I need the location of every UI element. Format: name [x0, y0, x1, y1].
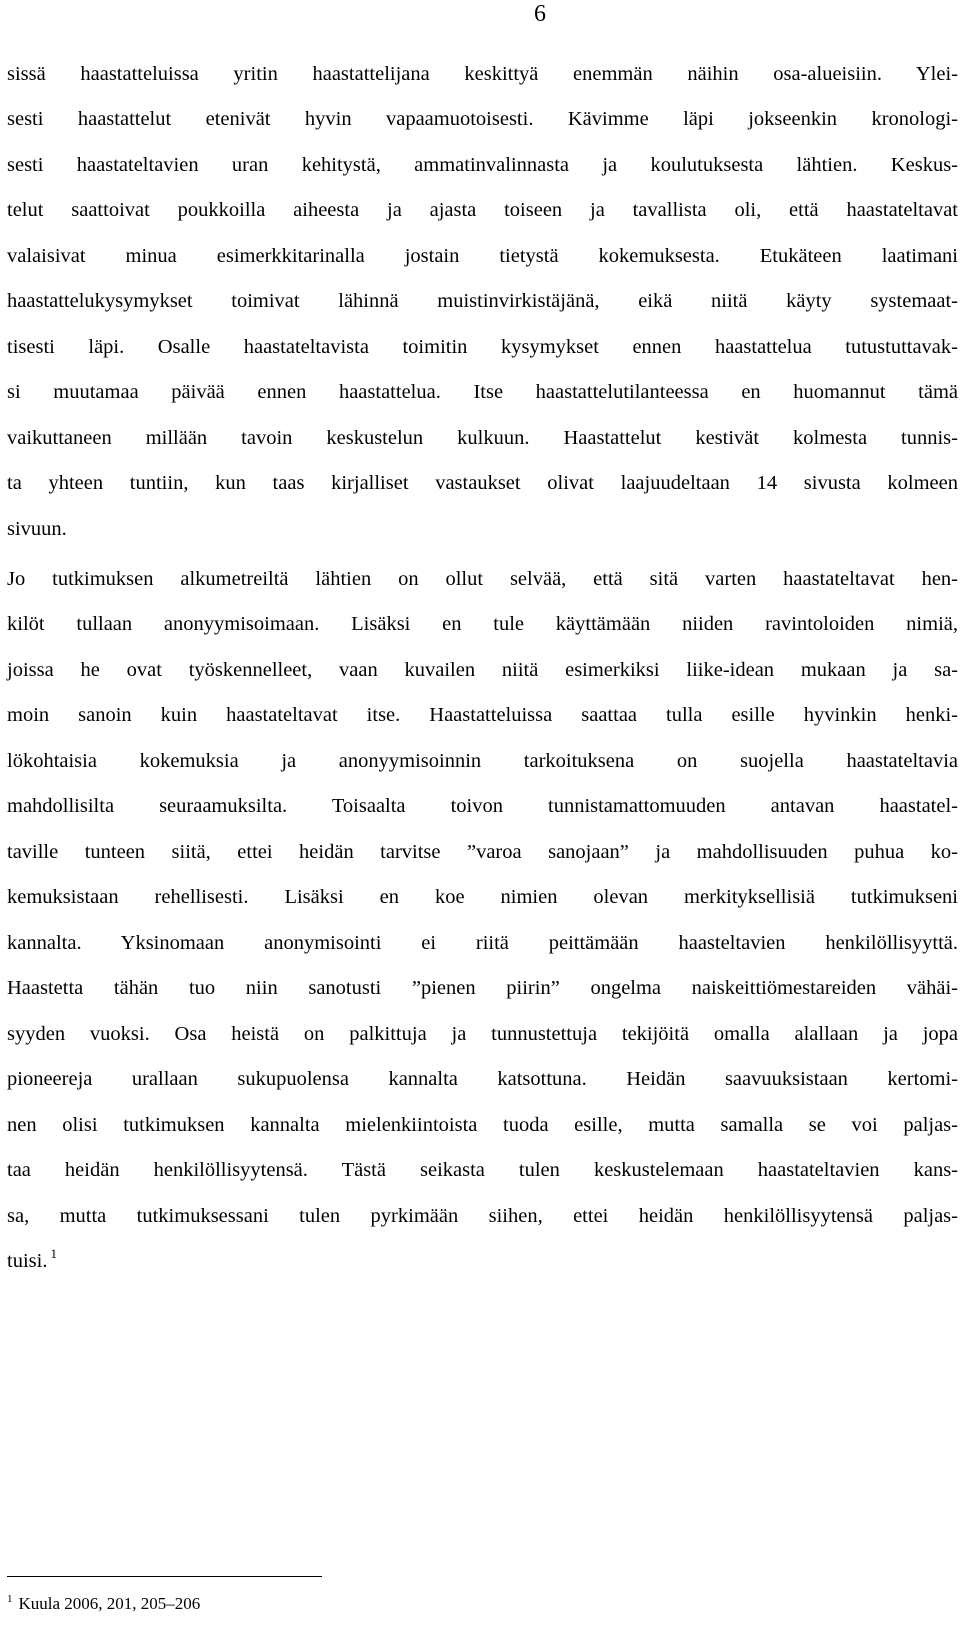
text-line: kilöt tullaan anonyymisoimaan. Lisäksi en tule käyttämään niiden ravintoloiden nimiä,	[7, 613, 958, 635]
text-line: sesti haastateltavien uran kehitystä, ammatinvalinnasta ja koulutuksesta lähtien. Keskus-	[7, 154, 958, 176]
text-line: moin sanoin kuin haastateltavat itse. Haastatteluissa saattaa tulla esille hyvinkin henki-	[7, 704, 958, 726]
text-line: taville tunteen siitä, ettei heidän tarvitse ”varoa sanojaan” ja mahdollisuuden puhua ko-	[7, 841, 958, 863]
text-line: sivuun.	[7, 518, 67, 540]
footnote	[7, 1593, 200, 1615]
text-line: ta yhteen tuntiin, kun taas kirjalliset vastaukset olivat laajuudeltaan 14 sivusta kolmeen	[7, 472, 958, 494]
footnote-text: Kuula 2006, 201, 205–206	[18, 1594, 201, 1613]
text-line: sissä haastatteluissa yritin haastattelijana keskittyä enemmän näihin osa-alueisiin. Ylei-	[7, 63, 958, 85]
text-line: tisesti läpi. Osalle haastateltavista toimitin kysymykset ennen haastattelua tutustuttavak-	[7, 336, 958, 358]
text-line: telut saattoivat poukkoilla aiheesta ja ajasta toiseen ja tavallista oli, että haastateltavat	[7, 199, 958, 221]
page-number: 6	[534, 1, 546, 27]
text-line: kemuksistaan rehellisesti. Lisäksi en koe nimien olevan merkityksellisiä tutkimukseni	[7, 886, 958, 908]
text-line-last	[7, 1246, 57, 1273]
text-line: valaisivat minua esimerkkitarinalla jostain tietystä kokemuksesta. Etukäteen laatimani	[7, 245, 958, 267]
text-line: mahdollisilta seuraamuksilta. Toisaalta toivon tunnistamattomuuden antavan haastatel-	[7, 795, 958, 817]
text-line: joissa he ovat työskennelleet, vaan kuvailen niitä esimerkiksi liike-idean mukaan ja sa-	[7, 659, 958, 681]
text-line: sesti haastattelut etenivät hyvin vapaamuotoisesti. Kävimme läpi jokseenkin kronologi-	[7, 108, 958, 130]
text-line: Haastetta tähän tuo niin sanotusti ”pienen piirin” ongelma naiskeittiömestareiden vähäi-	[7, 977, 958, 999]
text-line: si muutamaa päivää ennen haastattelua. Itse haastattelutilanteessa en huomannut tämä	[7, 381, 958, 403]
text-line: lökohtaisia kokemuksia ja anonyymisoinnin tarkoituksena on suojella haastateltavia	[7, 750, 958, 772]
footnote-reference[interactable]: 1	[50, 1246, 57, 1261]
footnote-marker: 1	[7, 1593, 13, 1605]
footnote-separator	[7, 1576, 322, 1577]
text-line: Jo tutkimuksen alkumetreiltä lähtien on ollut selvää, että sitä varten haastateltavat hen-	[7, 568, 958, 590]
text-line: nen olisi tutkimuksen kannalta mielenkiintoista tuoda esille, mutta samalla se voi paljas-	[7, 1114, 958, 1136]
text-line: syyden vuoksi. Osa heistä on palkittuja ja tunnustettuja tekijöitä omalla alallaan ja jopa	[7, 1023, 958, 1045]
text-line: haastattelukysymykset toimivat lähinnä muistinvirkistäjänä, eikä niitä käyty systemaat-	[7, 290, 958, 312]
text-line: taa heidän henkilöllisyytensä. Tästä seikasta tulen keskustelemaan haastateltavien kans-	[7, 1159, 958, 1181]
text-line: vaikuttaneen millään tavoin keskustelun kulkuun. Haastattelut kestivät kolmesta tunnis-	[7, 427, 958, 449]
text-line: pioneereja urallaan sukupuolensa kannalta katsottuna. Heidän saavuuksistaan kertomi-	[7, 1068, 958, 1090]
text-line: tuisi.	[7, 1250, 48, 1272]
text-line: sa, mutta tutkimuksessani tulen pyrkimään siihen, ettei heidän henkilöllisyytensä paljas-	[7, 1205, 958, 1227]
text-line: kannalta. Yksinomaan anonymisointi ei riitä peittämään haasteltavien henkilöllisyyttä.	[7, 932, 958, 954]
